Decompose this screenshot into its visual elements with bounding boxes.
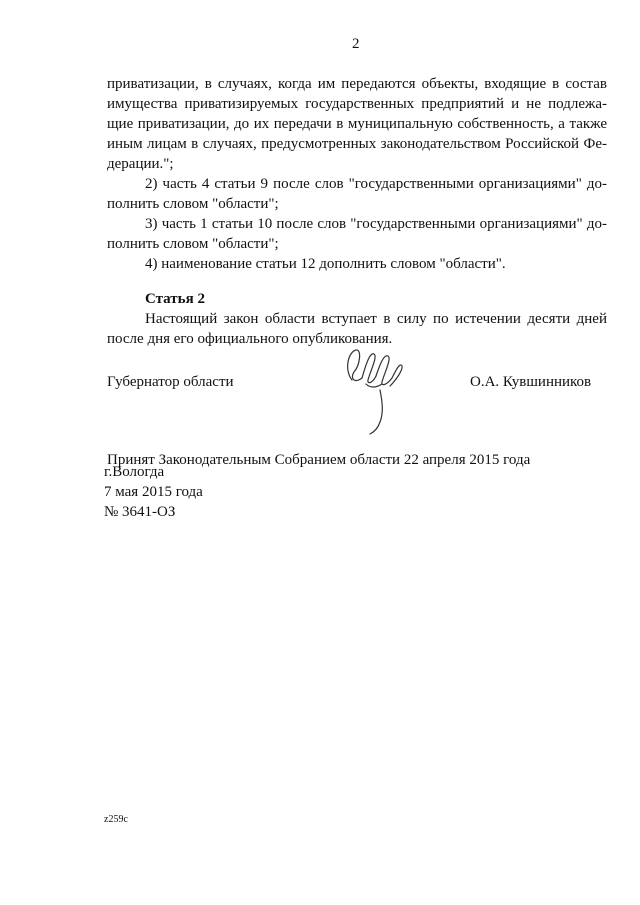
article-line: после дня его официального опубликования. [107,331,393,347]
list-item-3: 3) часть 1 статьи 10 после слов "государственными организациями" до- [145,216,607,232]
signatory-name: О.А. Кувшинников [470,374,592,390]
body-line: иным лицам в случаях, предусмотренных законодательством Российской Фе- [107,136,607,152]
handwritten-signature [340,340,410,440]
list-item-3-cont: полнить словом "области"; [107,236,279,252]
body-line: дерации."; [107,156,174,172]
footer-code: z259c [104,814,128,825]
adoption-date: 7 мая 2015 года [104,484,203,500]
article-heading: Статья 2 [145,291,205,307]
list-item-2-cont: полнить словом "области"; [107,196,279,212]
law-number: № 3641-ОЗ [104,504,176,520]
list-item-2: 2) часть 4 статьи 9 после слов "государственными организациями" до- [145,176,607,192]
adoption-city: г.Вологда [104,464,165,480]
body-line: щие приватизации, до их передачи в муниципальную собственность, а также [107,116,607,132]
body-line: приватизации, в случаях, когда им передаются объекты, входящие в состав [107,76,607,92]
body-line: имущества приватизируемых государственных предприятий и не подлежа- [107,96,607,112]
page-number: 2 [352,36,360,52]
list-item-4: 4) наименование статьи 12 дополнить словом "области". [145,256,506,272]
signatory-position: Губернатор области [107,374,234,390]
adoption-statement: Принят Законодательным Собранием области 22 апреля 2015 года [107,452,531,468]
article-line: Настоящий закон области вступает в силу по истечении десяти дней [145,311,607,327]
